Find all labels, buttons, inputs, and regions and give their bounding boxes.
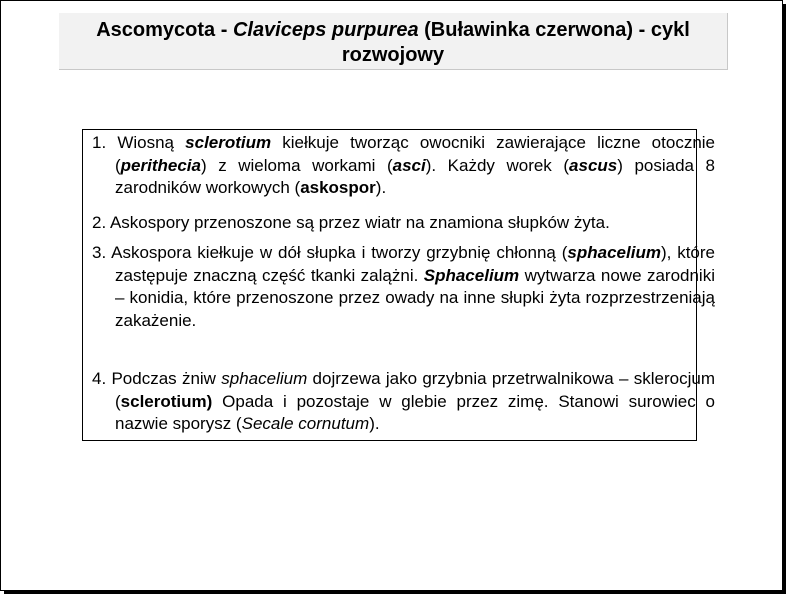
item-1-text-4: ). Każdy worek ( xyxy=(425,155,570,175)
item-3-text-3: wytwarza nowe zarodniki – konidia, które przenoszone przez owady na inne słupki żyta rozprzestrzeniają zakażenie. xyxy=(115,265,715,330)
item-1-text-5: ) posiada 8 zarodników workowych ( xyxy=(115,155,715,197)
content-box xyxy=(82,129,716,441)
item-4-text-4: ). xyxy=(369,414,380,433)
item-3-term-sphacelium: sphacelium xyxy=(567,243,661,262)
item-4-term-sclerotium: sclerotium) xyxy=(120,391,213,411)
list-item-2 xyxy=(92,212,715,235)
list-item-4 xyxy=(92,368,715,436)
title-part-1: Ascomycota - xyxy=(96,19,233,41)
item-3-text-2: ), które zastępuje znaczną część tkanki zalążni. xyxy=(115,243,715,285)
item-1-text-3: ) z wieloma workami ( xyxy=(200,155,393,175)
item-4-term-secale-cornutum: Secale cornutum xyxy=(241,414,370,433)
page-title xyxy=(59,13,727,68)
item-1-term-perithecia: perithecia xyxy=(120,155,201,175)
title-box xyxy=(59,13,728,70)
item-1-term-asci: asci xyxy=(392,155,426,175)
item-1-text-2: kiełkuje tworząc owocniki zawierające liczne otocznie ( xyxy=(115,133,716,175)
item-2-text: 2. Askospory przenoszone są przez wiatr na znamiona słupków żyta. xyxy=(92,213,610,232)
item-1-term-ascus: ascus xyxy=(569,155,618,175)
item-1-text-1: 1. Wiosną xyxy=(92,133,186,152)
item-3-text-1: 3. Askospora kiełkuje w dół słupka i tworzy grzybnię chłonną ( xyxy=(92,243,568,262)
item-4-text-2: dojrzewa jako grzybnia przetrwalnikowa – sklerocjum ( xyxy=(115,369,716,411)
item-4-text-3: Opada i pozostaje w glebie przez zimę. Stanowi surowiec o nazwie sporysz ( xyxy=(115,391,715,433)
item-4-text-1: 4. Podczas żniw xyxy=(92,369,222,388)
list-item-3 xyxy=(92,242,715,332)
list-item-1 xyxy=(92,132,715,200)
title-part-2: (Buławinka czerwona) - cykl rozwojowy xyxy=(341,19,690,66)
item-1-text-6: ). xyxy=(375,178,387,197)
item-3-term-sphacelium-2: Sphacelium xyxy=(423,265,520,285)
item-1-term-sclerotium: sclerotium xyxy=(185,133,272,152)
item-4-term-sphacelium: sphacelium xyxy=(221,369,308,388)
item-1-term-askospor: askospor xyxy=(300,178,376,197)
title-species: Claviceps purpurea xyxy=(232,19,419,41)
